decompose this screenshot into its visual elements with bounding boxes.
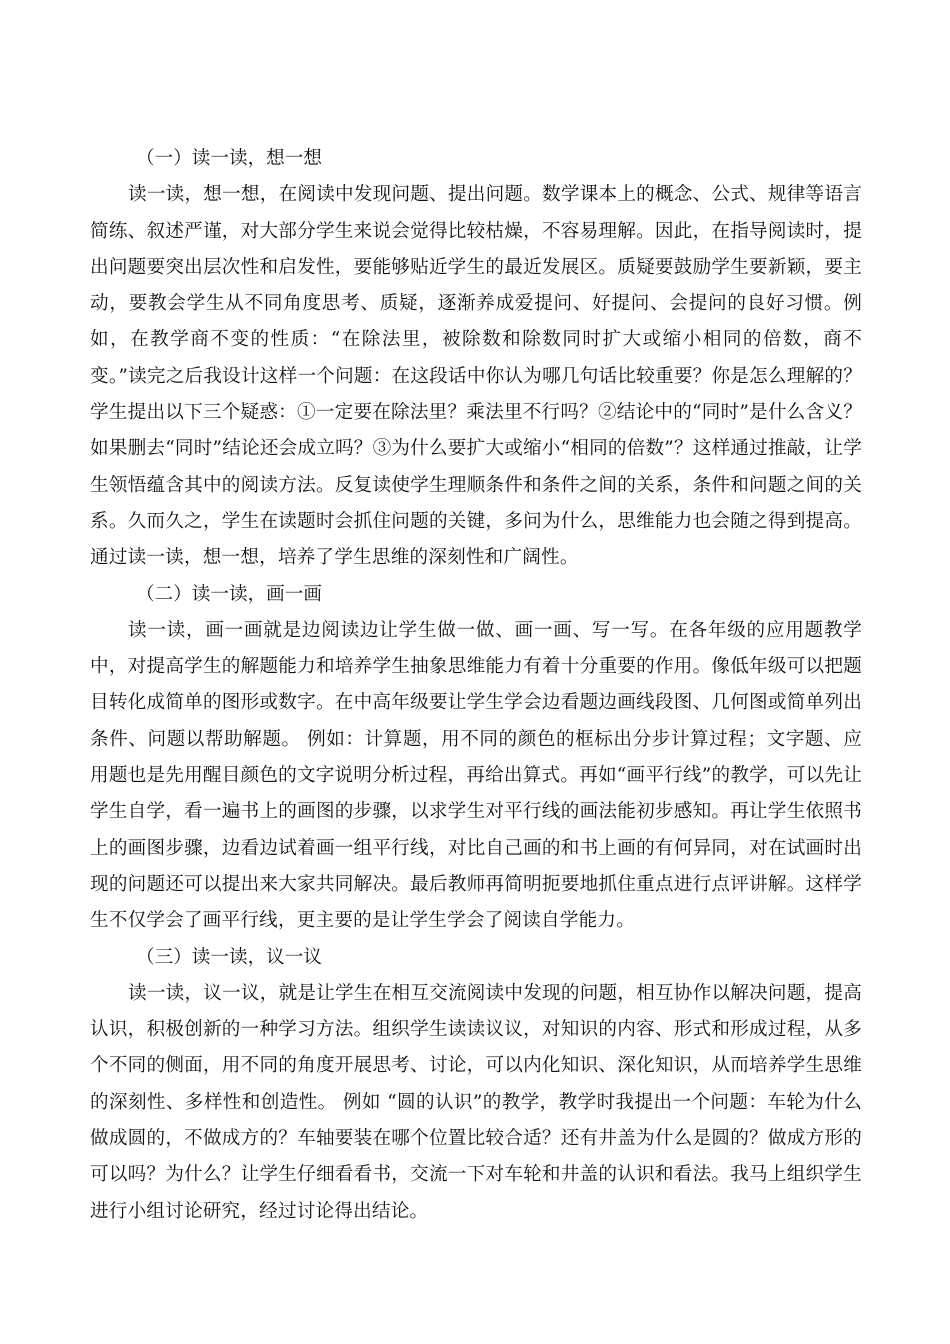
document-page [90,141,862,1230]
section-1-body: 读一读，想一想，在阅读中发现问题、提出问题。数学课本上的概念、公式、规律等语言简练、叙述严谨，对大部分学生来说会觉得比较枯燥，不容易理解。因此，在指导阅读时，提出问题要突出层次性和启发性，要能够贴近学生的最近发展区。质疑要鼓励学生要新颖，要主动，要教会学生从不同角度思考、质疑，逐渐养成爱提问、好提问、会提问的良好习惯。例如，在教学商不变的性质：“在除法里，被除数和除数同时扩大或缩小相同的倍数，商不变。”读完之后我设计这样一个问题：在这段话中你认为哪几句话比较重要？你是怎么理解的？学生提出以下三个疑惑：①一定要在除法里？乘法里不行吗？②结论中的“同时”是什么含义？如果删去“同时”结论还会成立吗？③为什么要扩大或缩小“相同的倍数”？这样通过推敲，让学生领悟蕴含其中的阅读方法。反复读使学生理顺条件和条件之间的关系，条件和问题之间的关系。久而久之，学生在读题时会抓住问题的关键，多问为什么，思维能力也会随之得到提高。通过读一读，想一想，培养了学生思维的深刻性和广阔性。 [90,184,862,569]
section-3-heading: （三）读一读，议一议 [136,946,322,968]
section-2-heading: （二）读一读，画一画 [136,583,322,605]
section-3-body: 读一读，议一议，就是让学生在相互交流阅读中发现的问题，相互协作以解决问题，提高认识，积极创新的一种学习方法。组织学生读读议议，对知识的内容、形式和形成过程，从多个不同的侧面，用不同的角度开展思考、讨论，可以内化知识、深化知识，从而培养学生思维的深刻性、多样性和创造性。 例如 “圆的认识”的教学，教学时我提出一个问题：车轮为什么做成圆的，不做成方的？车轴要装在哪个位置比较合适？还有井盖为什么是圆的？做成方形的可以吗？为什么？让学生仔细看看书，交流一下对车轮和井盖的认识和看法。我马上组织学生进行小组讨论研究，经过讨论得出结论。 [90,982,862,1222]
section-1-heading: （一）读一读，想一想 [136,148,322,169]
section-2-body: 读一读，画一画就是边阅读边让学生做一做、画一画、写一写。在各年级的应用题教学中，对提高学生的解题能力和培养学生抽象思维能力有着十分重要的作用。像低年级可以把题目转化成简单的图形或数字。在中高年级要让学生学会边看题边画线段图、几何图或简单列出条件、问题以帮助解题。 例如：计算题，用不同的颜色的框标出分步计算过程；文字题、应用题也是先用醒目颜色的文字说明分析过程，再给出算式。再如“画平行线”的教学，可以先让学生自学，看一遍书上的画图的步骤，以求学生对平行线的画法能初步感知。再让学生依照书上的画图步骤，边看边试着画一组平行线，对比自己画的和书上画的有何异同，对在试画时出现的问题还可以提出来大家共同解决。最后教师再简明扼要地抓住重点进行点评讲解。这样学生不仅学会了画平行线，更主要的是让学生学会了阅读自学能力。 [90,619,862,932]
